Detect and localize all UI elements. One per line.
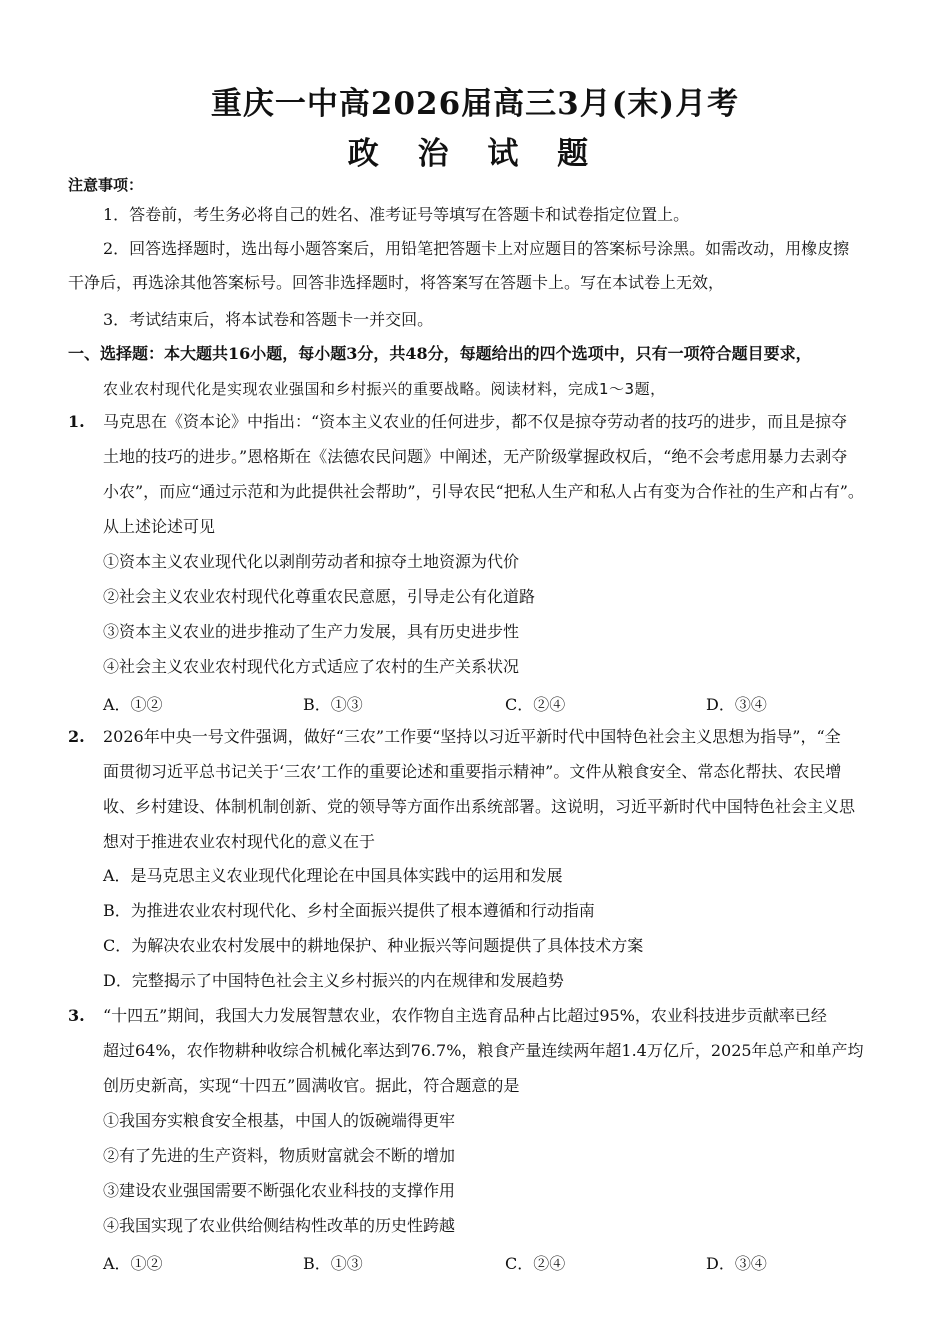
subject-title: 政 治 试 题 [347,136,603,172]
question-3-option-b[interactable]: B．①③ [303,1254,363,1273]
question-2-option-a[interactable]: A．是马克思主义农业现代化理论在中国具体实践中的运用和发展 [103,866,563,885]
question-1-stem-line: 马克思在《资本论》中指出：“资本主义农业的任何进步，都不仅是掠夺劳动者的技巧的进步，而且是掠夺 [103,412,848,431]
question-2-stem-line: 收、乡村建设、体制机制创新、党的领导等方面作出系统部署。这说明，习近平新时代中国特色社会主义思 [103,797,856,816]
question-1-statement: ②社会主义农业农村现代化尊重农民意愿，引导走公有化道路 [103,587,536,606]
question-3-stem-line: 超过64%，农作物耕种收综合机械化率达到76.7%，粮食产量连续两年超1.4万亿斤，2025年总产和单产均 [103,1041,864,1060]
question-2-stem-line: 想对于推进农业农村现代化的意义在于 [103,832,376,851]
question-3-statement: ③建设农业强国需要不断强化农业科技的支撑作用 [103,1181,456,1200]
question-1-stem-line: 从上述论述可见 [103,517,216,536]
question-1-stem-line: 土地的技巧的进步。”恩格斯在《法德农民问题》中阐述，无产阶级掌握政权后，“绝不会考虑用暴力去剥夺 [103,447,848,466]
question-3-option-d[interactable]: D．③④ [706,1254,767,1273]
notes-item-2-cont: 干净后，再选涂其他答案标号。回答非选择题时，将答案写在答题卡上。写在本试卷上无效， [68,273,725,292]
question-1-option-a[interactable]: A．①② [103,695,163,714]
question-3-statement: ②有了先进的生产资料，物质财富就会不断的增加 [103,1146,456,1165]
question-3-option-c[interactable]: C．②④ [505,1254,566,1273]
notes-heading: 注意事项： [68,176,144,194]
question-2-option-b[interactable]: B．为推进农业农村现代化、乡村全面振兴提供了根本遵循和行动指南 [103,901,595,920]
question-1-option-c[interactable]: C．②④ [505,695,566,714]
question-2-stem-line: 2026年中央一号文件强调，做好“三农”工作要“坚持以习近平新时代中国特色社会主义思想为指导”，“全 [103,727,841,746]
question-2-option-d[interactable]: D．完整揭示了中国特色社会主义乡村振兴的内在规律和发展趋势 [103,971,564,990]
section-heading: 一、选择题：本大题共16小题，每小题3分，共48分，每题给出的四个选项中，只有一项符合题目要求， [68,344,812,363]
question-3-statement: ④我国实现了农业供给侧结构性改革的历史性跨越 [103,1216,456,1235]
question-1-number: 1. [68,412,85,431]
question-1-statement: ①资本主义农业现代化以剥削劳动者和掠夺土地资源为代价 [103,552,520,571]
question-1-stem-line: 小农”，而应“通过示范和为此提供社会帮助”，引导农民“把私人生产和私人占有变为合作社的生产和占有”。 [103,482,864,501]
exam-title: 重庆一中高2026届高三3月(末)月考 [210,86,740,122]
question-2-option-c[interactable]: C．为解决农业农村发展中的耕地保护、种业振兴等问题提供了具体技术方案 [103,936,644,955]
question-1-option-d[interactable]: D．③④ [706,695,767,714]
question-1-statement: ④社会主义农业农村现代化方式适应了农村的生产关系状况 [103,657,520,676]
section-intro: 农业农村现代化是实现农业强国和乡村振兴的重要战略。阅读材料，完成1～3题， [103,380,666,398]
question-2-stem-line: 面贯彻习近平总书记关于‘三农’工作的重要论述和重要指示精神”。文件从粮食安全、常态化帮扶、农民增 [103,762,842,781]
question-3-statement: ①我国夯实粮食安全根基，中国人的饭碗端得更牢 [103,1111,456,1130]
question-3-stem-line: “十四五”期间，我国大力发展智慧农业，农作物自主选育品种占比超过95%，农业科技进步贡献率已经 [103,1006,827,1025]
question-1-statement: ③资本主义农业的进步推动了生产力发展，具有历史进步性 [103,622,520,641]
question-2-number: 2. [68,727,85,746]
notes-item-3: 3．考试结束后，将本试卷和答题卡一并交回。 [103,310,434,329]
question-3-stem-line: 创历史新高，实现“十四五”圆满收官。据此，符合题意的是 [103,1076,520,1095]
notes-item-1: 1．答卷前，考生务必将自己的姓名、准考证号等填写在答题卡和试卷指定位置上。 [103,205,690,224]
question-3-number: 3. [68,1006,85,1025]
question-1-option-b[interactable]: B．①③ [303,695,363,714]
question-3-option-a[interactable]: A．①② [103,1254,163,1273]
notes-item-2: 2．回答选择题时，选出每小题答案后，用铅笔把答题卡上对应题目的答案标号涂黑。如需改动，用橡皮擦 [103,239,850,258]
